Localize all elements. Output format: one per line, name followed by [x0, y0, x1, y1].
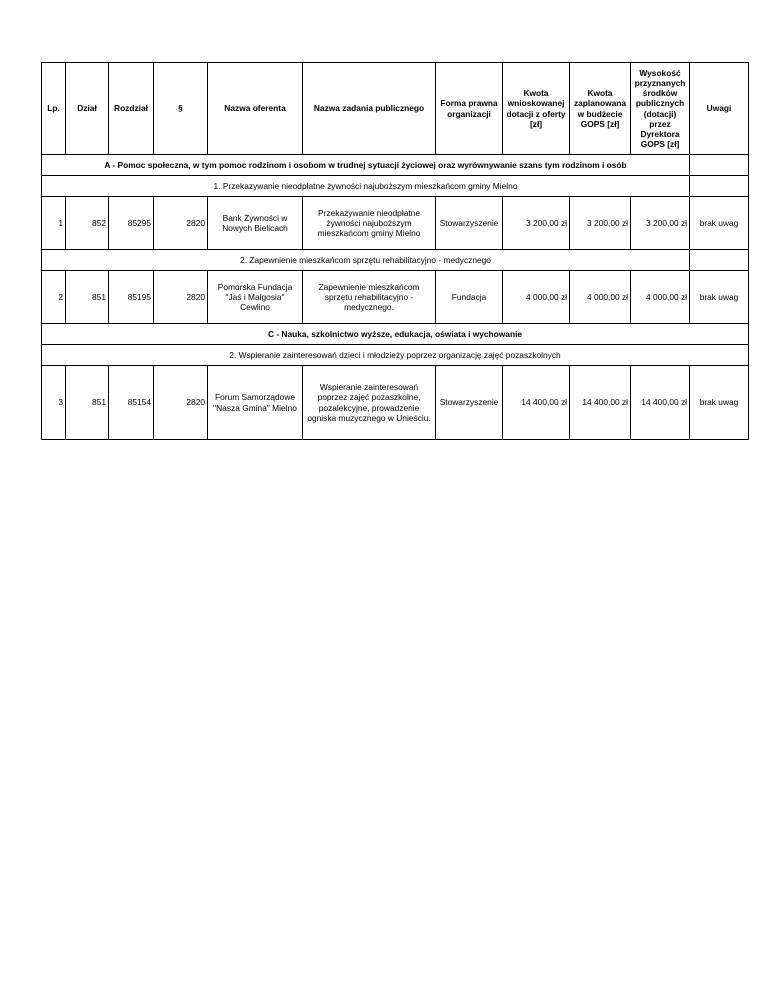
section-a-title: A - Pomoc społeczna, w tym pomoc rodzinom i osobom w trudnej sytuacji życiowej oraz wyrównywanie szans tym rodzinom i osób: [42, 155, 690, 176]
cell-forma: Fundacja: [436, 271, 503, 324]
header-kwota-wnioskowana: Kwota wnioskowanej dotacji z oferty [zł]: [503, 63, 570, 155]
cell-kwota-zaplanowana: 14 400,00 zł: [570, 366, 631, 440]
header-forma: Forma prawna organizacji: [436, 63, 503, 155]
cell-oferent: Forum Samorządowe "Nasza Gmina" Mielno: [208, 366, 303, 440]
header-przyznane: Wysokość przyznanych środków publicznych (dotacji) przez Dyrektora GOPS [zł]: [631, 63, 690, 155]
cell-przyznana: 3 200,00 zł: [631, 197, 690, 250]
header-rozdzial: Rozdział: [109, 63, 154, 155]
cell-lp: 3: [42, 366, 66, 440]
cell-oferent: Pomorska Fundacja "Jaś i Małgosia" Cewlino: [208, 271, 303, 324]
cell-oferent: Bank Żywności w Nowych Bielicach: [208, 197, 303, 250]
cell-rozdzial: 85154: [109, 366, 154, 440]
cell-przyznana: 14 400,00 zł: [631, 366, 690, 440]
grant-table: [41, 62, 749, 440]
cell-forma: Stowarzyszenie: [436, 366, 503, 440]
cell-kwota-zaplanowana: 4 000,00 zł: [570, 271, 631, 324]
cell-lp: 2: [42, 271, 66, 324]
cell-uwagi: brak uwag: [690, 271, 749, 324]
header-dzial: Dział: [66, 63, 109, 155]
cell-rozdzial: 85195: [109, 271, 154, 324]
header-paragraf: §: [154, 63, 208, 155]
cell-zadanie: Zapewnienie mieszkańcom sprzętu rehabilitacyjno - medycznego.: [303, 271, 436, 324]
cell-uwagi: brak uwag: [690, 197, 749, 250]
cell-paragraf: 2820: [154, 271, 208, 324]
cell-paragraf: 2820: [154, 366, 208, 440]
cell-lp: 1: [42, 197, 66, 250]
section-a-row: [42, 155, 749, 176]
section-c-row: [42, 324, 749, 345]
cell-zadanie: Przekazywanie nieodpłatne żywności najuboższym mieszkańcom gminy Mielno: [303, 197, 436, 250]
cell-forma: Stowarzyszenie: [436, 197, 503, 250]
subsection-c2-row: [42, 345, 749, 366]
header-uwagi: Uwagi: [690, 63, 749, 155]
cell-kwota-wnioskowana: 3 200,00 zł: [503, 197, 570, 250]
subsection-a2-title: 2. Zapewnienie mieszkańcom sprzętu rehabilitacyjno - medycznego: [42, 250, 690, 271]
subsection-a1-row: [42, 176, 749, 197]
table-row: [42, 366, 749, 440]
subsection-a1-empty: [690, 176, 749, 197]
cell-paragraf: 2820: [154, 197, 208, 250]
cell-kwota-wnioskowana: 4 000,00 zł: [503, 271, 570, 324]
cell-kwota-zaplanowana: 3 200,00 zł: [570, 197, 631, 250]
cell-zadanie: Wspieranie zainteresowań poprzez zajęć pozaszkolne, pozalekcyjne, prowadzenie ogniska muzycznego w Unieściu.: [303, 366, 436, 440]
header-oferent: Nazwa oferenta: [208, 63, 303, 155]
subsection-c2-title: 2. Wspieranie zainteresowań dzieci i młodzieży poprzez organizację zajęć pozaszkolnych: [42, 345, 749, 366]
cell-uwagi: brak uwag: [690, 366, 749, 440]
cell-kwota-wnioskowana: 14 400,00 zł: [503, 366, 570, 440]
section-c-title: C - Nauka, szkolnictwo wyższe, edukacja, oświata i wychowanie: [42, 324, 749, 345]
cell-dzial: 851: [66, 366, 109, 440]
subsection-a1-title: 1. Przekazywanie nieodpłatne żywności najuboższym mieszkańcom gminy Mielno: [42, 176, 690, 197]
table-row: [42, 197, 749, 250]
header-lp: Lp.: [42, 63, 66, 155]
subsection-a2-empty: [690, 250, 749, 271]
cell-rozdzial: 85295: [109, 197, 154, 250]
header-row: [42, 63, 749, 155]
section-a-empty: [690, 155, 749, 176]
cell-dzial: 852: [66, 197, 109, 250]
header-kwota-zaplanowana: Kwota zaplanowana w budżecie GOPS [zł]: [570, 63, 631, 155]
header-zadanie: Nazwa zadania publicznego: [303, 63, 436, 155]
subsection-a2-row: [42, 250, 749, 271]
table-row: [42, 271, 749, 324]
cell-przyznana: 4 000,00 zł: [631, 271, 690, 324]
cell-dzial: 851: [66, 271, 109, 324]
